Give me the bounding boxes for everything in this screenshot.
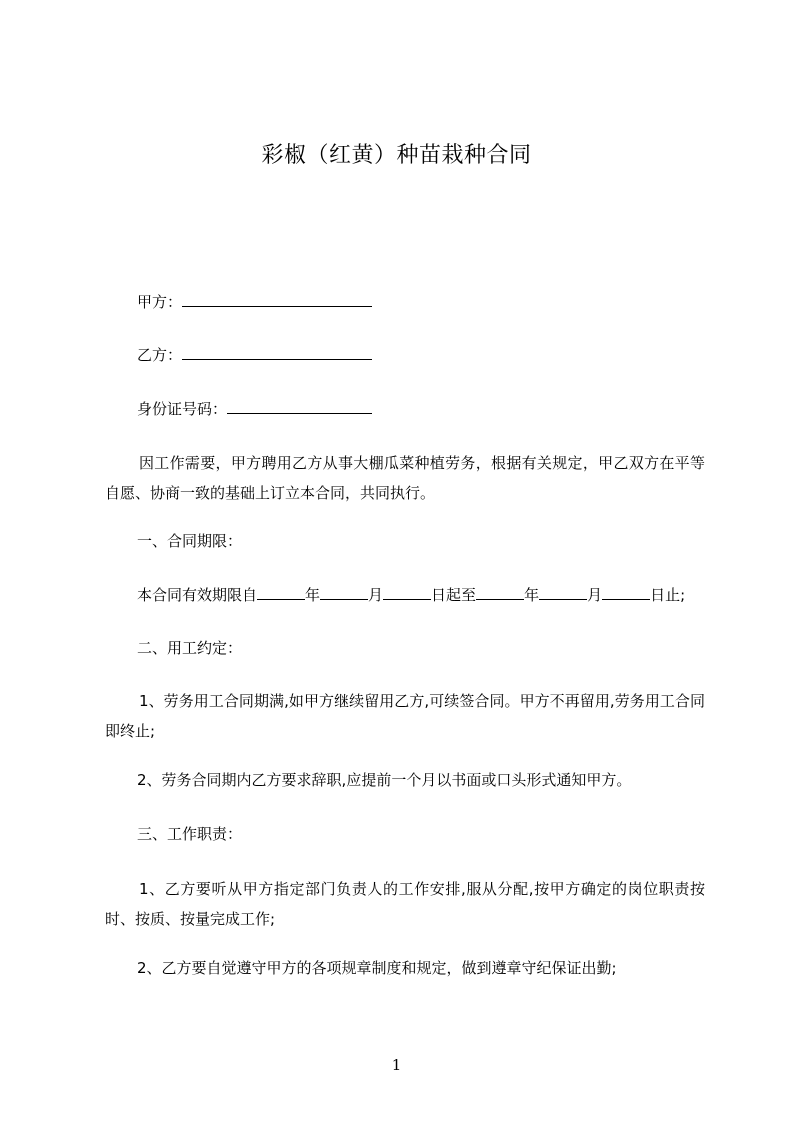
section2-item1: 1、劳务用工合同期满,如甲方继续留用乙方,可续签合同。甲方不再留用,劳务用工合同即终止; bbox=[105, 692, 705, 740]
end-year-label: 年 bbox=[524, 586, 540, 604]
end-day-blank bbox=[602, 583, 650, 600]
party-b-blank bbox=[182, 343, 372, 360]
contract-term-line bbox=[137, 583, 685, 606]
start-month-label: 月 bbox=[368, 586, 384, 604]
section3-item2: 2、乙方要自觉遵守甲方的各项规章制度和规定，做到遵章守纪保证出勤; bbox=[137, 959, 617, 977]
end-month-blank bbox=[539, 583, 587, 600]
section3-item1: 1、乙方要听从甲方指定部门负责人的工作安排,服从分配,按甲方确定的岗位职责按时、按质、按量完成工作; bbox=[105, 880, 705, 928]
section2-heading: 二、用工约定： bbox=[137, 639, 243, 657]
start-year-label: 年 bbox=[305, 586, 321, 604]
party-b-line bbox=[137, 343, 372, 366]
start-day-label: 日起至 bbox=[431, 586, 477, 604]
page-number: 1 bbox=[391, 1056, 402, 1074]
start-year-blank bbox=[257, 583, 305, 600]
id-number-line bbox=[137, 397, 372, 420]
section2-item2: 2、劳务合同期内乙方要求辞职,应提前一个月以书面或口头形式通知甲方。 bbox=[137, 771, 632, 789]
end-day-label: 日止; bbox=[650, 586, 686, 604]
party-a-blank bbox=[182, 290, 372, 307]
party-a-line bbox=[137, 290, 372, 313]
term-prefix: 本合同有效期限自 bbox=[137, 586, 258, 604]
id-number-label: 身份证号码： bbox=[137, 400, 228, 418]
start-day-blank bbox=[383, 583, 431, 600]
party-b-label: 乙方： bbox=[137, 346, 183, 364]
end-year-blank bbox=[476, 583, 524, 600]
section3-heading: 三、工作职责： bbox=[137, 825, 243, 843]
end-month-label: 月 bbox=[587, 586, 603, 604]
document-title: 彩椒（红黄）种苗栽种合同 bbox=[261, 143, 532, 168]
party-a-label: 甲方： bbox=[137, 293, 183, 311]
section1-heading: 一、合同期限： bbox=[137, 532, 243, 550]
start-month-blank bbox=[320, 583, 368, 600]
id-number-blank bbox=[227, 397, 372, 414]
intro-paragraph: 因工作需要，甲方聘用乙方从事大棚瓜菜种植劳务，根据有关规定，甲乙双方在平等自愿、协商一致的基础上订立本合同，共同执行。 bbox=[105, 454, 705, 502]
